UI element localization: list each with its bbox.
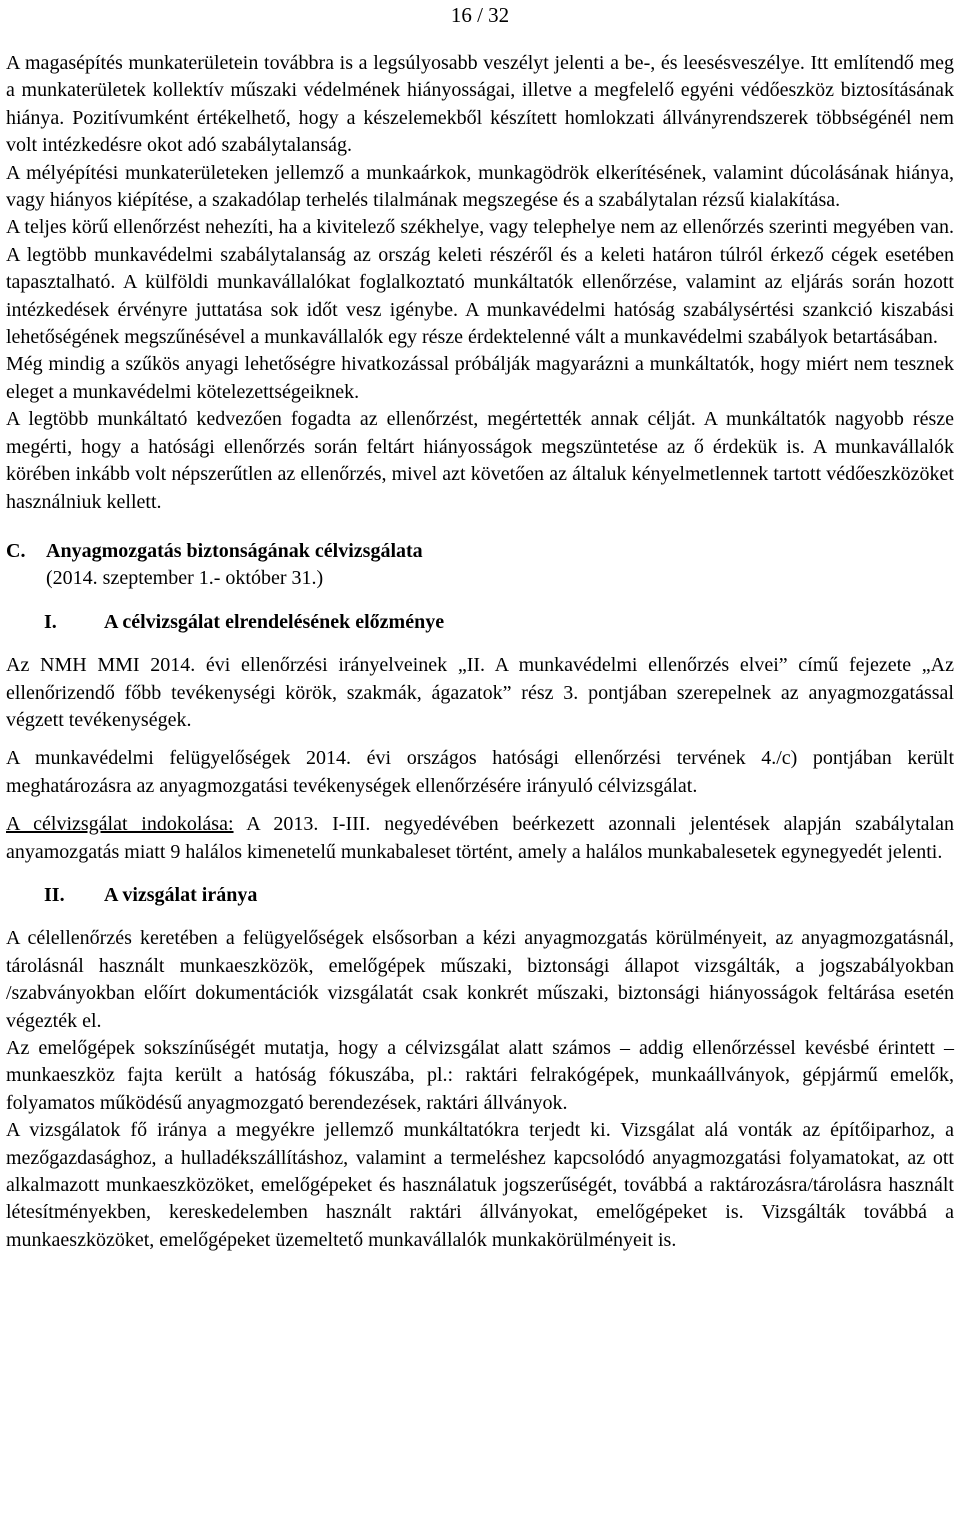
document-page [6, 0, 954, 1254]
paragraph-guidelines: Az NMH MMI 2014. évi ellenőrzési irányelveinek „II. A munkavédelmi ellenőrzés elvei” című fejezete „Az ellenőrizendő főbb tevékenységi körök, szakmák, ágazatok” rész 3. pontjában szerepelnek az anyagmozgatással végzett tevékenységek. [6, 654, 954, 731]
paragraph-financial-excuse: Még mindig a szűkös anyagi lehetőségre hivatkozással próbálják magyarázni a munkáltatók, hogy miért nem tesznek eleget a munkavédelmi kötelezettségeiknek. [6, 353, 954, 403]
section-ii-heading [44, 882, 954, 909]
justification-label: A célvizsgálat indokolása: [6, 813, 234, 836]
paragraph-main-direction: A vizsgálatok fő iránya a megyékre jellemző munkáltatókra terjedt ki. Vizsgálat alá vonták az építőiparhoz, a mezőgazdasághoz, a hulladékszállításhoz, valamint a termeléshez kapcsolódó anyagmozgatási folyamatokat, az ott alkalmazott munkaeszközöket, emelőgépeket és használatuk jogszerűségét, továbbá a raktározásra/tárolásra használt létesítményekben, kereskedelemben használt raktári állványokat, emelőgépeket is. Vizsgálták továbbá a munkaeszközöket, emelőgépeket üzemeltető munkavállalók munkakörülményeit is. [6, 1119, 954, 1251]
paragraph-building-hazards: A magasépítés munkaterületein továbbra is a legsúlyosabb veszélyt jelenti a be-, és leesésveszélye. Itt említendő meg a munkaterületek kollektív műszaki védelmének hiányosságai, illetve a megfelelő egyéni védőeszköz biztosításának hiánya. Pozitívumként értékelhető, hogy a készelemekből készített homlokzati állványrendszerek többségénél nem volt intézkedésre okot adó szabálytalanság. [6, 52, 954, 157]
paragraph-civil-works: A mélyépítési munkaterületeken jellemző a munkaárkok, munkagödrök elkerítésének, valamint dúcolásának hiánya, vagy hiányos kiépítése, a szakadólap terhelés tilalmának megszegése és a szabálytalan rézsű kialakítása. [6, 161, 954, 212]
section-c-heading [6, 538, 954, 565]
section-ii-number: II. [44, 883, 65, 906]
paragraph-lifting-equipment: Az emelőgépek sokszínűségét mutatja, hogy a célvizsgálat alatt számos – addig ellenőrzéssel kevésbé érintett – munkaeszköz fajta került a hatóság fókuszába, pl.: raktári felrakógépek, munkaállványok, gépjármű emelők, folyamatos működésű anyagmozgató berendezések, raktári állványok. [6, 1037, 954, 1114]
paragraph-employer-reception: A legtöbb munkáltató kedvezően fogadta az ellenőrzést, megértették annak célját. A munkáltatók nagyobb része megérti, hogy a hatósági ellenőrzés során feltárt hiányosságok megszüntetése az ő érdekük is. A munkavállalók körében inkább volt népszerűtlen az ellenőrzés, mivel azt követően az általuk kényelmetlennek tartott védőeszközöket használniuk kellett. [6, 408, 954, 513]
section-c-date: (2014. szeptember 1.- október 31.) [46, 567, 324, 590]
section-i-title: A célvizsgálat elrendelésének előzménye [104, 610, 445, 633]
justification-text: A 2013. I-III. negyedévében beérkezett azonnali jelentések alapján szabálytalan anyamozgatás miatt 9 halálos kimenetelű munkabaleset történt, amely a halálos munkabalesetek egynegyedét jelenti. [6, 813, 954, 863]
paragraph-justification [6, 811, 954, 866]
paragraph-inspection-scope: A célellenőrzés keretében a felügyelőségek elsősorban a kézi anyagmozgatás körülményeit, az anyagmozgatásnál, tárolásnál használt munkaeszközök, emelőgépek műszaki, biztonsági állapot vizsgálták, a jogszabályokban /szabványokban előírt dokumentációk vizsgálatát csak konkrét műszaki, biztonsági hiányosságok feltárása esetén végezték el. [6, 927, 954, 1032]
paragraph-inspection-difficulties: A teljes körű ellenőrzést nehezíti, ha a kivitelező székhelye, vagy telephelye nem az ellenőrzés szerinti megyében van. A legtöbb munkavédelmi szabálytalanság az ország keleti részéről és a keleti határon túlról érkező cégek esetében tapasztalható. A külföldi munkavállalókat foglalkoztató munkáltatók ellenőrzése, valamint az eljárás során hozott intézkedések érvényre juttatása sok időt vesz igénybe. A munkavédelmi hatóság szabálysértési szankció kiszabási lehetőségének megszűnésével a munkavállalók egy része érdektelenné vált a munkavédelmi szabályok betartásában. [6, 216, 954, 349]
paragraph-national-plan: A munkavédelmi felügyelőségek 2014. évi országos hatósági ellenőrzési tervének 4./c) pontjában került meghatározásra az anyagmozgatási tevékenységek ellenőrzésére irányuló célvizsgálat. [6, 747, 954, 797]
section-i-heading [44, 609, 954, 636]
page-number: 16 / 32 [450, 3, 510, 27]
section-i-number: I. [44, 610, 57, 633]
section-ii-title: A vizsgálat iránya [104, 883, 258, 906]
section-c-title: Anyagmozgatás biztonságának célvizsgálata [46, 539, 423, 562]
section-c-letter: C. [6, 539, 26, 562]
